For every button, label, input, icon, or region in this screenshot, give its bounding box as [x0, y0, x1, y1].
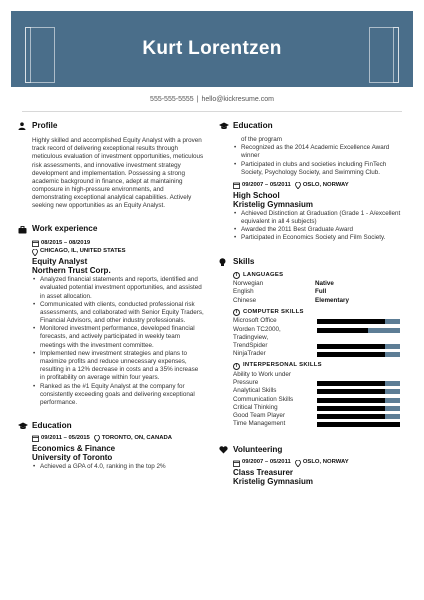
language-level: Native [315, 280, 334, 288]
skill-level-fill [317, 422, 400, 427]
work-date: 08/2015 – 08/2019 [41, 239, 91, 246]
location-pin-icon [94, 435, 100, 442]
volunteering-date: 09/2007 – 05/2011 [242, 459, 291, 466]
skill-row [233, 420, 406, 428]
location-pin-icon [32, 249, 38, 256]
divider [22, 111, 402, 112]
header-banner [11, 11, 413, 87]
education-right-continued [219, 136, 406, 243]
profile-summary: Highly skilled and accomplished Equity Analyst with a proven track record of delivering exceptional results through meticulous evaluation of investment opportunities, meticulous risk assessments, and innovative investment strategy development and implementation. Possessing a strong academic background in finance, adept at maintaining composure in high-pressure environments, and demonstrating exceptional analytical capabilities. Actively seeking new opportunities as an Equity Analyst. [32, 137, 204, 210]
skill-level-bar [317, 406, 400, 411]
contact-separator: | [196, 96, 199, 103]
skill-level-fill [317, 414, 385, 419]
education-left-heading [18, 420, 204, 432]
profile-title: Profile [32, 120, 58, 130]
volunteering-role: Class Treasurer [233, 467, 294, 477]
interpersonal-skills-title: INTERPERSONAL SKILLS [243, 362, 322, 369]
person-icon [18, 122, 32, 130]
edu-right-bullet: • Awarded the 2011 Best Graduate Award [233, 226, 406, 234]
lightbulb-icon [219, 258, 233, 267]
work-location-row [32, 248, 204, 256]
skills-heading [219, 257, 406, 269]
volunteering-location: OSLO, NORWAY [302, 459, 349, 466]
work-entry [18, 240, 204, 407]
skill-name: Worden TC2000, [233, 325, 281, 333]
email[interactable]: hello@kickresume.com [201, 96, 274, 103]
skill-level-fill [317, 328, 368, 333]
skill-name: TrendSpider [233, 341, 268, 349]
skill-level-fill [317, 389, 385, 394]
edu-continued-bullets [233, 144, 406, 177]
work-bullet: • Monitored investment performance, developed financial forecasts, and actively participated in weekly team meetings with the investment committee. [32, 325, 204, 350]
skill-level-bar [317, 352, 400, 357]
skill-level-bar [317, 389, 400, 394]
skill-level-fill [317, 344, 385, 349]
work-date-row [32, 240, 204, 248]
skill-name: Good Team Player [233, 411, 286, 419]
volunteering-entry [219, 459, 406, 486]
language-name: Chinese [233, 296, 257, 304]
skill-level-bar [317, 414, 400, 419]
interpersonal-skills-heading [233, 362, 406, 370]
edu-continued-line: of the program [241, 136, 282, 143]
interpersonal-skills-list [233, 371, 406, 428]
skill-name: Ability to Work under [233, 370, 291, 378]
info-icon: i [233, 363, 240, 370]
language-row [233, 288, 406, 296]
skill-row [233, 412, 406, 420]
right-column [219, 120, 406, 486]
skill-level-bar [317, 319, 400, 324]
skill-row [233, 350, 406, 358]
edu-left-date: 09/2011 – 05/2015 [41, 435, 90, 442]
skill-name: Critical Thinking [233, 403, 278, 411]
skill-level-bar [317, 328, 400, 333]
skill-level-bar [317, 344, 400, 349]
contact-line [0, 95, 424, 104]
computer-skills-title: COMPUTER SKILLS [243, 308, 304, 315]
work-location: CHICAGO, IL, UNITED STATES [40, 248, 126, 255]
skill-name: Tradingview, [233, 333, 269, 341]
volunteering-meta-row [233, 459, 406, 467]
skill-row [233, 387, 406, 395]
skill-row [233, 379, 406, 387]
language-level: Full [315, 288, 327, 296]
computer-skills-heading [233, 309, 406, 317]
edu-right-meta-row [233, 182, 406, 190]
skill-row [233, 334, 406, 342]
heart-icon [219, 446, 233, 454]
work-bullet: • Ranked as the #1 Equity Analyst at the company for consistently exceeding goals and delivering exceptional performance. [32, 383, 204, 408]
calendar-icon [233, 182, 240, 189]
language-name: Norwegian [233, 280, 264, 288]
education-right-title: Education [233, 120, 273, 130]
phone[interactable]: 555-555-5555 [150, 96, 194, 103]
work-role: Equity Analyst [32, 256, 88, 266]
skill-level-bar [317, 422, 400, 427]
skill-level-bar [317, 381, 400, 386]
skill-name: NinjaTrader [233, 350, 266, 358]
edu-right-degree: High School [233, 190, 280, 200]
skill-level-fill [317, 319, 385, 324]
skill-name: Analytical Skills [233, 387, 277, 395]
language-row [233, 297, 406, 305]
education-left-entry [18, 435, 204, 471]
candidate-name: Kurt Lorentzen [142, 38, 282, 59]
education-right-heading [219, 120, 406, 132]
work-bullet: • Implemented new investment strategies and plans to maximize profits and reduce unnecessary expenses, resulting in a 12% decrease in costs and a 35% increase in profitability on average within four years. [32, 350, 204, 383]
work-org: Northern Trust Corp. [32, 266, 111, 276]
briefcase-icon [18, 226, 32, 234]
skill-level-fill [317, 381, 385, 386]
graduation-cap-icon [18, 422, 32, 430]
skill-row [233, 326, 406, 334]
volunteering-org: Kristelig Gymnasium [233, 477, 314, 487]
edu-right-bullets [233, 210, 406, 243]
edu-left-meta-row [32, 435, 204, 443]
skill-row [233, 404, 406, 412]
left-column [18, 120, 204, 471]
language-level: Elementary [315, 296, 349, 304]
skill-row [233, 342, 406, 350]
language-row [233, 280, 406, 288]
languages-title: LANGUAGES [243, 271, 284, 278]
location-pin-icon [295, 460, 301, 467]
calendar-icon [32, 240, 39, 247]
edu-continued-bullet: • Participated in clubs and societies including FinTech Society, Psychology Society, and Swimming Club. [233, 161, 406, 177]
skill-row [233, 371, 406, 379]
info-icon: i [233, 309, 240, 316]
volunteering-title: Volunteering [233, 444, 283, 454]
edu-left-bullets [32, 463, 204, 471]
edu-right-school: Kristelig Gymnasium [233, 199, 314, 209]
skill-level-fill [317, 352, 385, 357]
languages-heading [233, 272, 406, 280]
skill-row [233, 317, 406, 325]
location-pin-icon [295, 182, 301, 189]
edu-continued-bullet: • Recognized as the 2014 Academic Excellence Award winner [233, 144, 406, 160]
skill-row [233, 396, 406, 404]
computer-skills-list [233, 317, 406, 358]
skill-level-fill [317, 406, 385, 411]
volunteering-heading [219, 444, 406, 456]
skill-name: Microsoft Office [233, 317, 277, 325]
edu-left-location: TORONTO, ON, CANADA [101, 435, 172, 442]
edu-left-degree: Economics & Finance [32, 443, 116, 453]
edu-right-location: OSLO, NORWAY [302, 181, 349, 188]
skills-title: Skills [233, 257, 255, 267]
skill-name: Pressure [233, 379, 259, 387]
education-left-title: Education [32, 420, 72, 430]
profile-heading [18, 120, 204, 132]
edu-left-school: University of Toronto [32, 452, 113, 462]
calendar-icon [32, 435, 39, 442]
work-bullet: • Communicated with clients, conducted professional risk assessments, and collaborated with Senior Equity Traders, Financial Advisors, and other industry professionals. [32, 301, 204, 326]
edu-right-bullet: • Participated in Economics Society and Film Society. [233, 234, 406, 242]
work-heading [18, 224, 204, 236]
work-title: Work experience [32, 224, 98, 234]
edu-right-date: 09/2007 – 05/2011 [242, 181, 291, 188]
skill-name: Time Management [233, 420, 286, 428]
info-icon: i [233, 272, 240, 279]
skill-name: Communication Skills [233, 395, 294, 403]
language-name: English [233, 288, 254, 296]
calendar-icon [233, 460, 240, 467]
work-bullets [32, 276, 204, 407]
skill-level-bar [317, 398, 400, 403]
work-bullet: • Analyzed financial statements and reports, identified and evaluated potential investment opportunities, and assisted in asset allocation. [32, 276, 204, 301]
edu-right-bullet: • Achieved Distinction at Graduation (Grade 1 - A/excellent equivalent in all 4 subjects) [233, 210, 406, 226]
graduation-cap-icon [219, 122, 233, 130]
edu-left-bullet: • Achieved a GPA of 4.0, ranking in the top 2% [32, 463, 204, 471]
skill-level-fill [317, 398, 385, 403]
skills-body [219, 272, 406, 429]
